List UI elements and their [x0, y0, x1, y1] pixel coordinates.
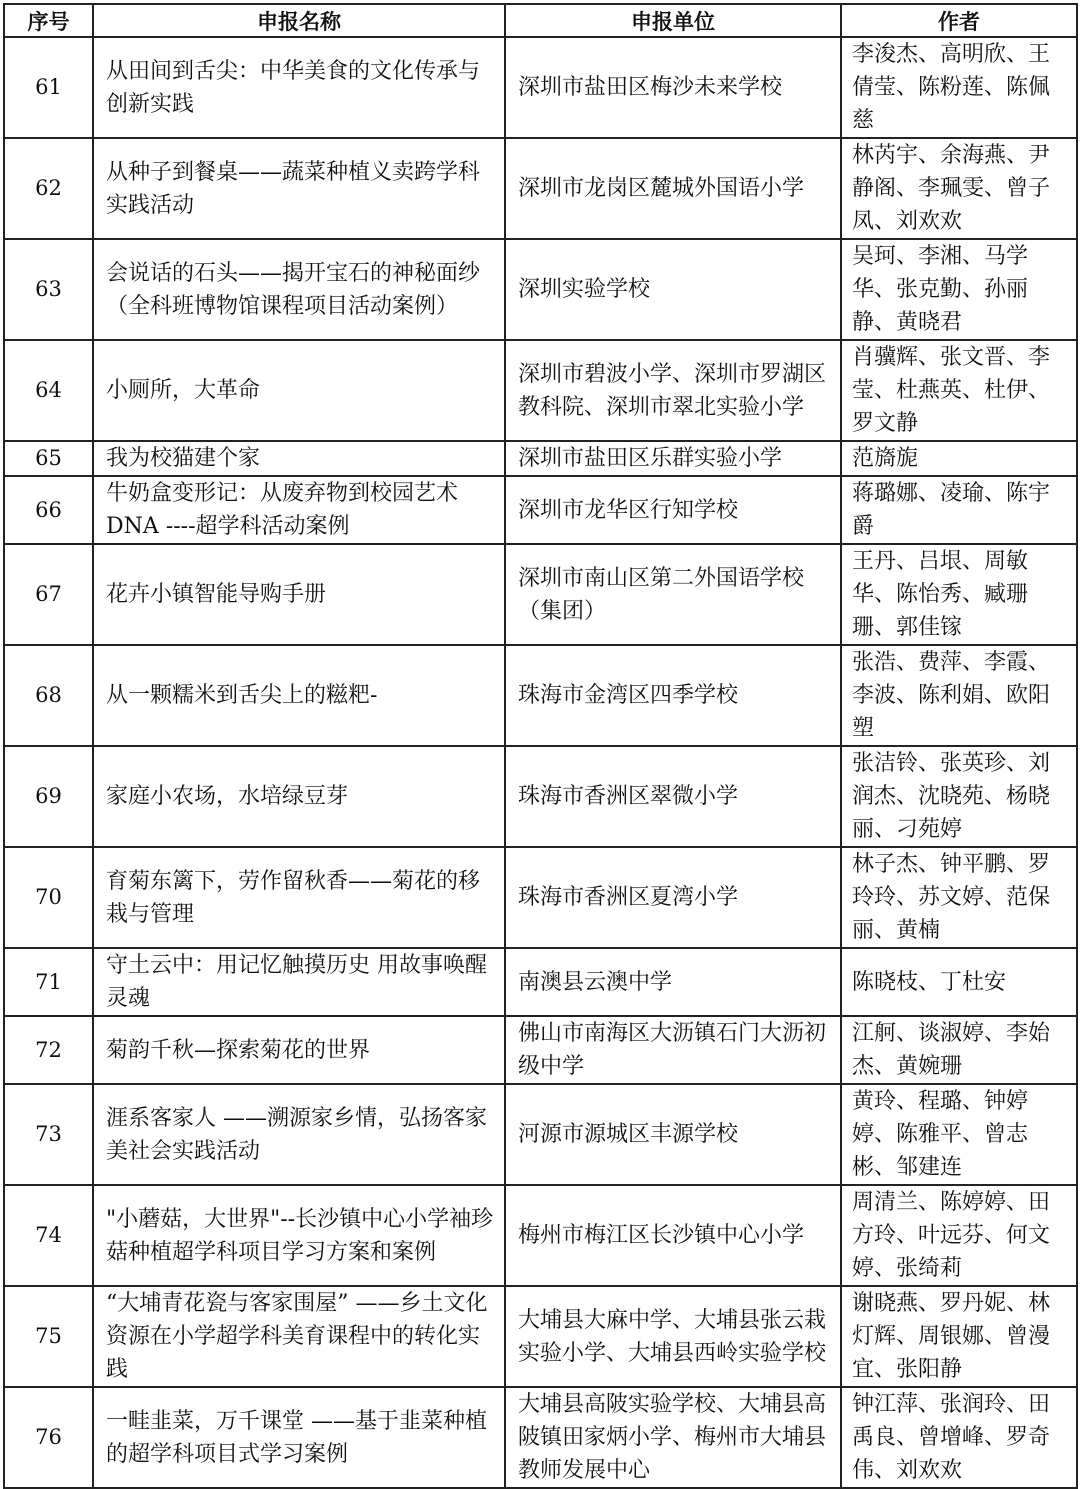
- row-unit: 珠海市金湾区四季学校: [505, 645, 841, 746]
- row-author: 林芮宇、余海燕、尹静阁、李珮雯、曾子凤、刘欢欢: [841, 138, 1077, 239]
- table-row: [4, 37, 1077, 138]
- row-author: 林子杰、钟平鹏、罗玲玲、苏文婷、范保丽、黄楠: [841, 847, 1077, 948]
- row-no: 67: [4, 544, 93, 645]
- row-no: 74: [4, 1185, 93, 1286]
- row-name: 牛奶盒变形记：从废弃物到校园艺术 DNA ----超学科活动案例: [93, 476, 505, 544]
- table-row: [4, 746, 1077, 847]
- row-name: 从田间到舌尖：中华美食的文化传承与创新实践: [93, 37, 505, 138]
- row-unit: 深圳市盐田区梅沙未来学校: [505, 37, 841, 138]
- table-row: [4, 441, 1077, 476]
- table-row: [4, 948, 1077, 1016]
- header-author: 作者: [841, 4, 1077, 37]
- row-unit: 深圳市南山区第二外国语学校（集团）: [505, 544, 841, 645]
- row-author: 谢晓燕、罗丹妮、林灯辉、周银娜、曾漫宜、张阳静: [841, 1286, 1077, 1387]
- table-row: [4, 544, 1077, 645]
- row-no: 64: [4, 340, 93, 441]
- row-name: "小蘑菇，大世界"--长沙镇中心小学袖珍菇种植超学科项目学习方案和案例: [93, 1185, 505, 1286]
- row-unit: 大埔县大麻中学、大埔县张云栽实验小学、大埔县西岭实验学校: [505, 1286, 841, 1387]
- row-name: 一畦韭菜，万千课堂 ——基于韭菜种植的超学科项目式学习案例: [93, 1387, 505, 1488]
- table-row: [4, 340, 1077, 441]
- header-no: 序号: [4, 4, 93, 37]
- row-name: 会说话的石头——揭开宝石的神秘面纱（全科班博物馆课程项目活动案例）: [93, 239, 505, 340]
- row-author: 吴珂、李湘、马学华、张克勤、孙丽静、黄晓君: [841, 239, 1077, 340]
- table-row: [4, 1084, 1077, 1185]
- table-row: [4, 1185, 1077, 1286]
- table-row: [4, 239, 1077, 340]
- table-row: [4, 1387, 1077, 1488]
- row-author: 肖骥辉、张文晋、李莹、杜燕英、杜伊、罗文静: [841, 340, 1077, 441]
- row-no: 65: [4, 441, 93, 476]
- row-unit: 南澳县云澳中学: [505, 948, 841, 1016]
- row-name: 育菊东篱下，劳作留秋香——菊花的移栽与管理: [93, 847, 505, 948]
- row-unit: 珠海市香洲区夏湾小学: [505, 847, 841, 948]
- row-name: 我为校猫建个家: [93, 441, 505, 476]
- row-unit: 河源市源城区丰源学校: [505, 1084, 841, 1185]
- row-unit: 梅州市梅江区长沙镇中心小学: [505, 1185, 841, 1286]
- row-name: “大埔青花瓷与客家围屋” ——乡土文化资源在小学超学科美育课程中的转化实践: [93, 1286, 505, 1387]
- row-name: 家庭小农场，水培绿豆芽: [93, 746, 505, 847]
- row-author: 王丹、吕垠、周敏华、陈怡秀、臧珊珊、郭佳镓: [841, 544, 1077, 645]
- header-name: 申报名称: [93, 4, 505, 37]
- header-unit: 申报单位: [505, 4, 841, 37]
- row-no: 76: [4, 1387, 93, 1488]
- row-author: 江舸、谈淑婷、李始杰、黄婉珊: [841, 1016, 1077, 1084]
- row-no: 66: [4, 476, 93, 544]
- row-author: 张洁铃、张英珍、刘润杰、沈晓苑、杨晓丽、刁苑婷: [841, 746, 1077, 847]
- row-name: 涯系客家人 ——溯源家乡情，弘扬客家美社会实践活动: [93, 1084, 505, 1185]
- row-name: 守土云中：用记忆触摸历史 用故事唤醒灵魂: [93, 948, 505, 1016]
- row-author: 蒋璐娜、凌瑜、陈宇爵: [841, 476, 1077, 544]
- row-no: 68: [4, 645, 93, 746]
- row-no: 72: [4, 1016, 93, 1084]
- row-unit: 深圳市龙岗区麓城外国语小学: [505, 138, 841, 239]
- row-author: 黄玲、程璐、钟婷婷、陈雅平、曾志彬、邹建连: [841, 1084, 1077, 1185]
- row-no: 75: [4, 1286, 93, 1387]
- row-no: 70: [4, 847, 93, 948]
- table-row: [4, 138, 1077, 239]
- awards-table: [3, 3, 1078, 1489]
- table-row: [4, 847, 1077, 948]
- row-unit: 大埔县高陂实验学校、大埔县高陂镇田家炳小学、梅州市大埔县教师发展中心: [505, 1387, 841, 1488]
- row-name: 从种子到餐桌——蔬菜种植义卖跨学科实践活动: [93, 138, 505, 239]
- row-unit: 佛山市南海区大沥镇石门大沥初级中学: [505, 1016, 841, 1084]
- row-author: 钟江萍、张润玲、田禹良、曾增峰、罗奇伟、刘欢欢: [841, 1387, 1077, 1488]
- row-no: 63: [4, 239, 93, 340]
- row-author: 张浩、费萍、李霞、李波、陈利娟、欧阳塑: [841, 645, 1077, 746]
- table-row: [4, 645, 1077, 746]
- row-no: 69: [4, 746, 93, 847]
- row-author: 范旖旎: [841, 441, 1077, 476]
- row-unit: 深圳市盐田区乐群实验小学: [505, 441, 841, 476]
- row-unit: 深圳实验学校: [505, 239, 841, 340]
- row-no: 61: [4, 37, 93, 138]
- row-unit: 深圳市碧波小学、深圳市罗湖区教科院、深圳市翠北实验小学: [505, 340, 841, 441]
- row-no: 71: [4, 948, 93, 1016]
- row-no: 73: [4, 1084, 93, 1185]
- row-unit: 珠海市香洲区翠微小学: [505, 746, 841, 847]
- row-name: 从一颗糯米到舌尖上的糍粑-: [93, 645, 505, 746]
- row-author: 陈晓枝、丁杜安: [841, 948, 1077, 1016]
- table-row: [4, 1016, 1077, 1084]
- table-row: [4, 476, 1077, 544]
- row-author: 周清兰、陈婷婷、田方玲、叶远芬、何文婷、张绮莉: [841, 1185, 1077, 1286]
- row-no: 62: [4, 138, 93, 239]
- row-name: 小厕所，大革命: [93, 340, 505, 441]
- row-author: 李浚杰、高明欣、王倩莹、陈粉莲、陈佩慈: [841, 37, 1077, 138]
- header-row: [4, 4, 1077, 37]
- row-name: 花卉小镇智能导购手册: [93, 544, 505, 645]
- row-unit: 深圳市龙华区行知学校: [505, 476, 841, 544]
- row-name: 菊韵千秋—探索菊花的世界: [93, 1016, 505, 1084]
- table-row: [4, 1286, 1077, 1387]
